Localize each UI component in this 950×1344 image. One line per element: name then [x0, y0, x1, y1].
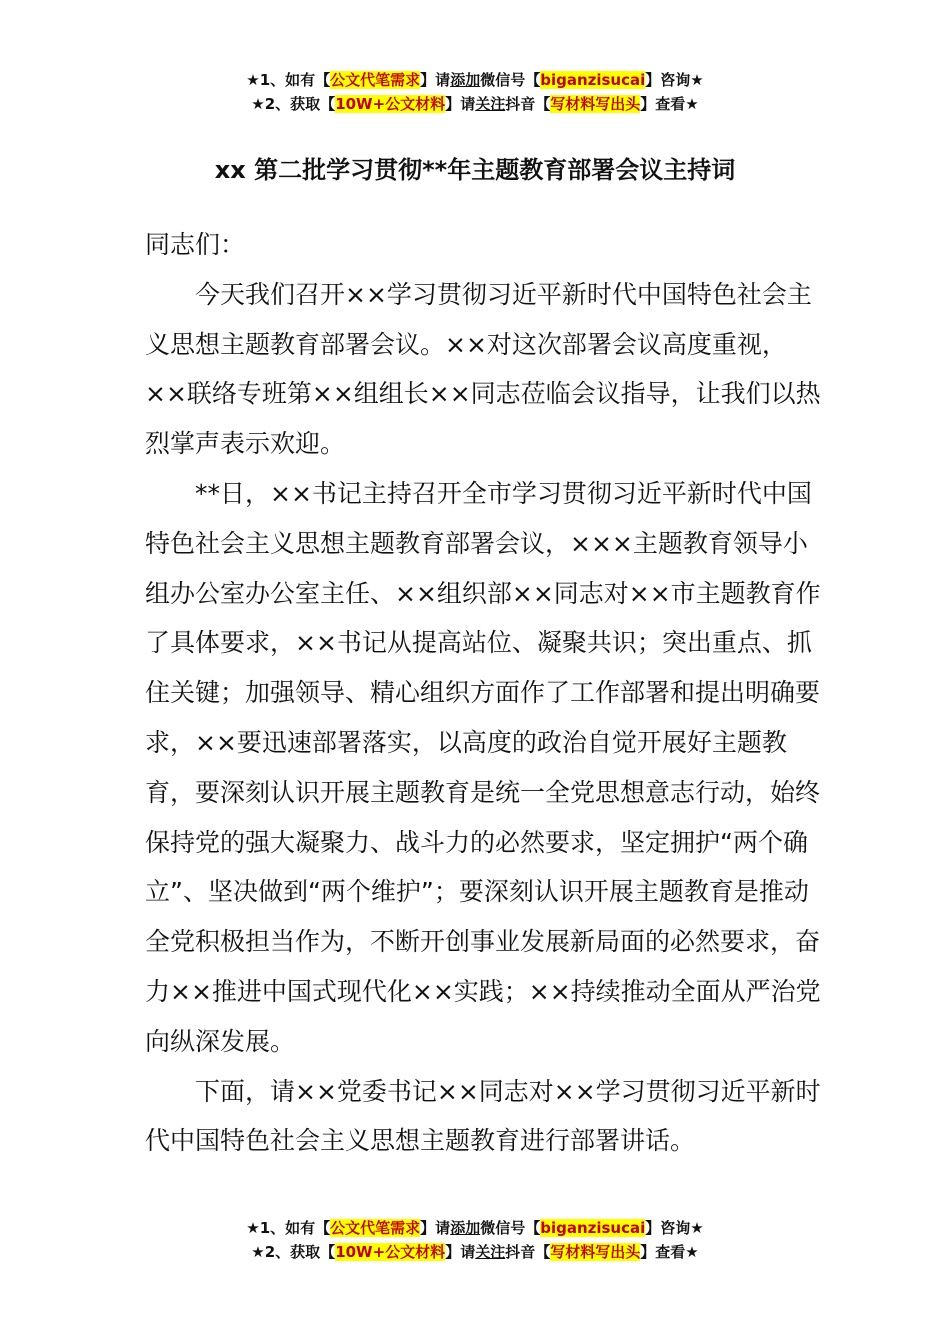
- header-line-1-text: 】咨询★: [645, 71, 704, 89]
- footer-underline-add: 添加: [450, 1219, 481, 1237]
- header-highlight-ghostwriting: 公文代笔需求: [330, 71, 421, 89]
- footer-highlight-wechat-id: biganzisucai: [540, 1219, 646, 1237]
- footer-underline-follow: 关注: [475, 1243, 506, 1261]
- header-highlight-douyin: 写材料写出头: [550, 95, 641, 113]
- header-line-2-text: 】查看★: [640, 95, 699, 113]
- header-line-1-text: 微信号【: [480, 71, 541, 89]
- header-line-1-text: ★1、如有【: [246, 71, 331, 89]
- header-line-2-text: 抖音【: [505, 95, 551, 113]
- footer-line-1-text: ★1、如有【: [246, 1219, 331, 1237]
- footer-highlight-materials: 10W+公文材料: [335, 1243, 446, 1261]
- paragraph-3: 下面，请××党委书记××同志对××学习贯彻习近平新时代中国特色社会主义思想主题教育进行部署讲话。: [145, 1076, 821, 1156]
- footer-line-1-text: 】咨询★: [645, 1219, 704, 1237]
- header-underline-follow: 关注: [475, 95, 506, 113]
- footer-line-2: [0, 1240, 950, 1264]
- document-body: [145, 220, 825, 1166]
- header-line-1: [0, 68, 950, 92]
- footer-line-1: [0, 1216, 950, 1240]
- footer-line-2-text: 抖音【: [505, 1243, 551, 1261]
- footer-banner: [0, 1216, 950, 1264]
- header-highlight-wechat-id: biganzisucai: [540, 71, 646, 89]
- footer-line-2-text: ★2、获取【: [251, 1243, 336, 1261]
- header-highlight-materials: 10W+公文材料: [335, 95, 446, 113]
- document-title: xx 第二批学习贯彻**年主题教育部署会议主持词: [214, 156, 736, 184]
- header-line-1-text: 】请: [420, 71, 451, 89]
- header-underline-add: 添加: [450, 71, 481, 89]
- footer-highlight-ghostwriting: 公文代笔需求: [330, 1219, 421, 1237]
- header-banner: [0, 68, 950, 116]
- paragraph-1: 今天我们召开××学习贯彻习近平新时代中国特色社会主义思想主题教育部署会议。××对这次部署会议高度重视，××联络专班第××组组长××同志莅临会议指导，让我们以热烈掌声表示欢迎。: [145, 279, 821, 459]
- footer-line-2-text: 】查看★: [640, 1243, 699, 1261]
- header-line-2-text: 】请: [445, 95, 476, 113]
- footer-line-1-text: 】请: [420, 1219, 451, 1237]
- salutation: 同志们：: [145, 230, 246, 259]
- header-line-2: [0, 92, 950, 116]
- paragraph-2: **日，××书记主持召开全市学习贯彻习近平新时代中国特色社会主义思想主题教育部署会议，×××主题教育领导小组办公室办公室主任、××组织部××同志对××市主题教育作了具体要求，××书记从提高站位、凝聚共识；突出重点、抓住关键；加强领导、精心组织方面作了工作部署和提出明确要求，××要迅速部署落实，以高度的政治自觉开展好主题教育，要深刻认识开展主题教育是统一全党思想意志行动，始终保持党的强大凝聚力、战斗力的必然要求，坚定拥护“两个确立”、坚决做到“两个维护”；要深刻认识开展主题教育是推动全党积极担当作为，不断开创事业发展新局面的必然要求，奋力××推进中国式现代化××实践；××持续推动全面从严治党向纵深发展。: [145, 478, 821, 1056]
- footer-line-2-text: 】请: [445, 1243, 476, 1261]
- header-line-2-text: ★2、获取【: [251, 95, 336, 113]
- footer-line-1-text: 微信号【: [480, 1219, 541, 1237]
- footer-highlight-douyin: 写材料写出头: [550, 1243, 641, 1261]
